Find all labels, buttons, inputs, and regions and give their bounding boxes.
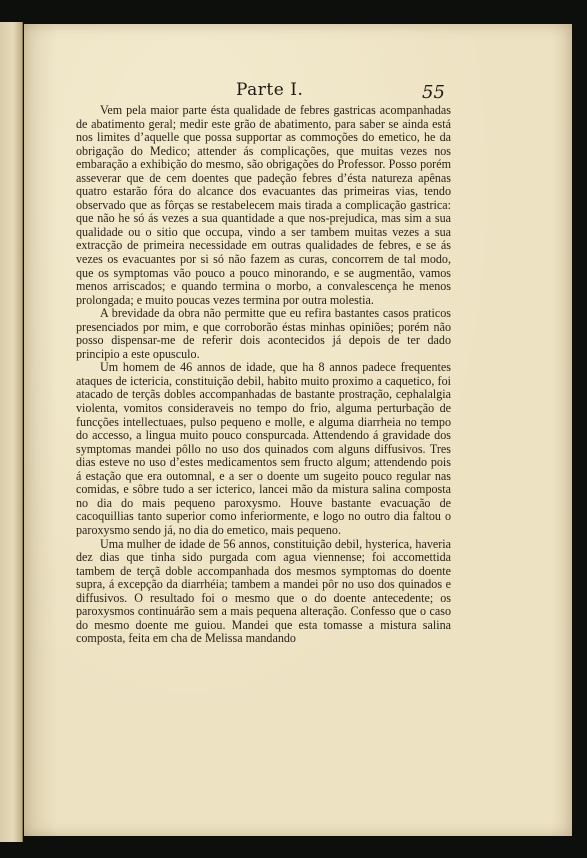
facing-page-edge [0, 22, 23, 842]
paragraph: A brevidade da obra não permitte que eu refira bastantes casos praticos presenciados por mim, e que corroborão éstas minhas opiniões; porém não posso dispensar-me de referir dois acontecidos já depois de ter dado principio a este opusculo. [76, 306, 451, 361]
running-title: Parte I. [236, 80, 304, 100]
paragraph: Vem pela maior parte ésta qualidade de febres gastricas acompanhadas de abatimento geral; medir este grão de abatimento, para saber se ainda está nos limites d’aquelle que possa supportar as commoções do emetico, he da obrigação do Medico; attender ás complicações, que muitas vezes nos embaração a exhibição do mesmo, são obrigações do Professor. Posso porém asseverar que de cem doentes que padeção febres d’ésta natureza apênas quatro estarão fóra do alcance dos evacuantes das primeiras vias, tendo observado que as fôrças se restabelecem mais tirada a complicação gastrica: que não he só ás vezes a sua quantidade a que nos-prejudica, mas sim a sua qualidade ou o sitio que occupa, vindo a ser tambem muitas vezes a sua extracção de primeira necessidade em outras qualidades de febres, e se ás vezes os evacuantes por si só não fazem as curas, concorrem de tal modo, que os symptomas vão pouco a pouco minorando, e se augmentão, vamos menos arriscados; e quando termina o morbo, a convalescença he menos prolongada; e muito poucas vezes termina por outra molestia. [76, 103, 451, 307]
page-number: 55 [422, 82, 445, 103]
paragraph: Um homem de 46 annos de idade, que ha 8 annos padece frequentes ataques de ictericia, constituição debil, habito muito proximo a caquetico, foi atacado de terçãs dobles accompanhadas de bastante prostração, cephalalgia violenta, vomitos consideraveis no tempo do frio, alguma perturbação de funcções intellectuaes, pulso pequeno e molle, e alguma diarrheia no tempo do accesso, a lingua muito pouco conspurcada. Attendendo á gravidade dos symptomas mandei pôllo no uso dos quinados com alguns diffusivos. Tres dias esteve no uso d’estes medicamentos sem fructo algum; attendendo pois á estação que era outomnal, e a ser o doente um sugeito pouco regular nas comidas, e sôbre tudo a ser icterico, lancei mão da mistura salina composta no dia do mais pequeno paroxysmo. Houve bastante evacuação de cacoquillias tanto superior como inferiormente, e logo no outro dia faltou o paroxysmo sendo já, no dia do emetico, mais pequeno. [76, 360, 451, 537]
paragraph: Uma mulher de idade de 56 annos, constituição debil, hysterica, haveria dez dias que tinha sido purgada com agua viennense; foi accomettida tambem de terçã doble accompanhada dos mesmos symptomas do doente supra, á excepção da diarrhéia; tambem a mandei pôr no uso dos quinados e diffusivos. O resultado foi o mesmo que o do doente antecedente; os paroxysmos continuárão sem a mais pequena alteração. Confesso que o caso do mesmo doente me guiou. Mandei que esta tomasse a mistura salina composta, feita em cha de Melissa mandando [76, 536, 451, 646]
body-text [76, 104, 451, 646]
